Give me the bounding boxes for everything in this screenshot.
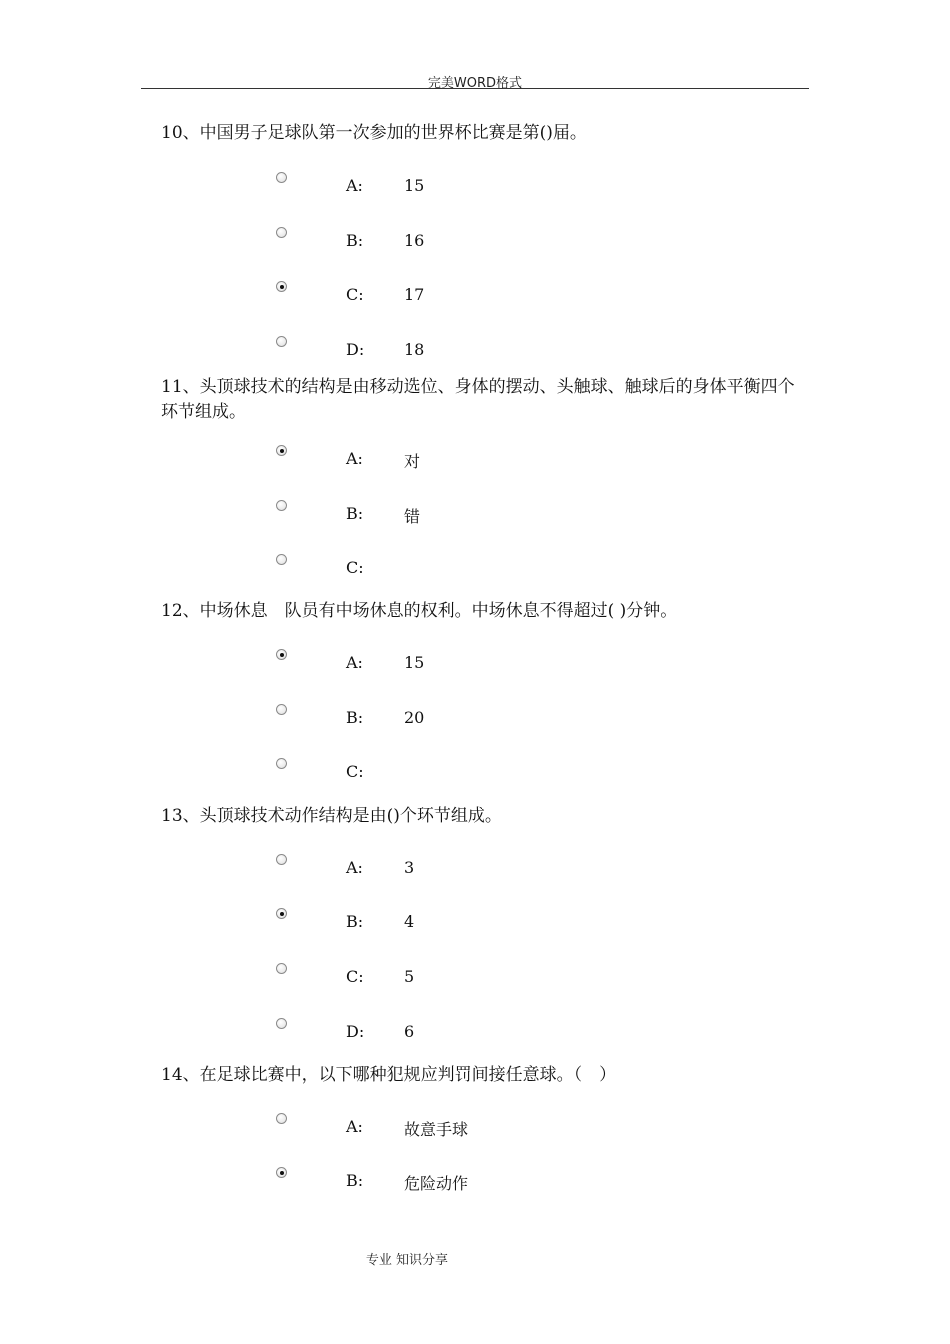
- q14-option-a[interactable]: [276, 1113, 576, 1137]
- q11-radio-a[interactable]: [276, 445, 287, 456]
- question-13-text: 13、头顶球技术动作结构是由()个环节组成。: [161, 806, 502, 826]
- option-value: 16: [404, 231, 425, 250]
- q13-option-d[interactable]: [276, 1018, 576, 1042]
- q13-option-a[interactable]: [276, 854, 576, 878]
- q14-option-b[interactable]: [276, 1167, 576, 1191]
- option-letter: B:: [346, 708, 364, 727]
- option-value: 17: [404, 285, 425, 304]
- q12-option-a[interactable]: [276, 649, 576, 673]
- option-letter: C:: [346, 762, 364, 781]
- option-value: 危险动作: [404, 1174, 469, 1193]
- option-value: 3: [404, 858, 415, 877]
- q10-radio-d[interactable]: [276, 336, 287, 347]
- q13-option-b[interactable]: [276, 908, 576, 932]
- option-letter: A:: [346, 653, 363, 672]
- option-letter: B:: [346, 912, 364, 931]
- q10-option-c[interactable]: [276, 281, 576, 305]
- q12-option-c[interactable]: [276, 758, 576, 782]
- option-letter: A:: [346, 1117, 363, 1136]
- q14-radio-a[interactable]: [276, 1113, 287, 1124]
- q13-radio-a[interactable]: [276, 854, 287, 865]
- question-10-text: 10、中国男子足球队第一次参加的世界杯比赛是第()届。: [161, 123, 587, 143]
- q13-radio-b[interactable]: [276, 908, 287, 919]
- q10-radio-a[interactable]: [276, 172, 287, 183]
- q11-radio-c[interactable]: [276, 554, 287, 565]
- q13-option-c[interactable]: [276, 963, 576, 987]
- option-letter: C:: [346, 285, 364, 304]
- question-11-text: 11、头顶球技术的结构是由移动选位、身体的摆动、头触球、触球后的身体平衡四个环节组成。: [161, 377, 795, 422]
- option-value: 5: [404, 967, 415, 986]
- option-letter: D:: [346, 1022, 365, 1041]
- question-12-text: 12、中场休息 队员有中场休息的权利。中场休息不得超过( )分钟。: [161, 601, 678, 621]
- option-value: 故意手球: [404, 1120, 469, 1139]
- q13-radio-c[interactable]: [276, 963, 287, 974]
- option-value: 错: [404, 507, 421, 526]
- option-letter: B:: [346, 1171, 364, 1190]
- q14-radio-b[interactable]: [276, 1167, 287, 1178]
- q12-radio-a[interactable]: [276, 649, 287, 660]
- option-value: 4: [404, 912, 415, 931]
- q10-option-b[interactable]: [276, 227, 576, 251]
- q10-option-d[interactable]: [276, 336, 576, 360]
- q11-option-b[interactable]: [276, 500, 576, 524]
- question-14-text: 14、在足球比赛中，以下哪种犯规应判罚间接任意球。（ ）: [161, 1065, 617, 1085]
- option-letter: B:: [346, 231, 364, 250]
- option-value: 18: [404, 340, 425, 359]
- option-value: 对: [404, 452, 421, 471]
- option-letter: C:: [346, 967, 364, 986]
- q12-option-b[interactable]: [276, 704, 576, 728]
- q11-radio-b[interactable]: [276, 500, 287, 511]
- q10-radio-c[interactable]: [276, 281, 287, 292]
- option-letter: B:: [346, 504, 364, 523]
- option-value: 20: [404, 708, 425, 727]
- option-value: 15: [404, 653, 425, 672]
- q13-radio-d[interactable]: [276, 1018, 287, 1029]
- page-header-title: 完美WORD格式: [427, 76, 523, 91]
- option-letter: A:: [346, 449, 363, 468]
- q10-radio-b[interactable]: [276, 227, 287, 238]
- option-letter: A:: [346, 858, 363, 877]
- option-letter: A:: [346, 176, 363, 195]
- q10-option-a[interactable]: [276, 172, 576, 196]
- option-value: 6: [404, 1022, 415, 1041]
- option-value: 15: [404, 176, 425, 195]
- q11-option-c[interactable]: [276, 554, 576, 578]
- option-letter: D:: [346, 340, 365, 359]
- option-letter: C:: [346, 558, 364, 577]
- q12-radio-b[interactable]: [276, 704, 287, 715]
- page-footer: 专业 知识分享: [365, 1253, 449, 1268]
- header-divider: [141, 88, 809, 89]
- q12-radio-c[interactable]: [276, 758, 287, 769]
- q11-option-a[interactable]: [276, 445, 576, 469]
